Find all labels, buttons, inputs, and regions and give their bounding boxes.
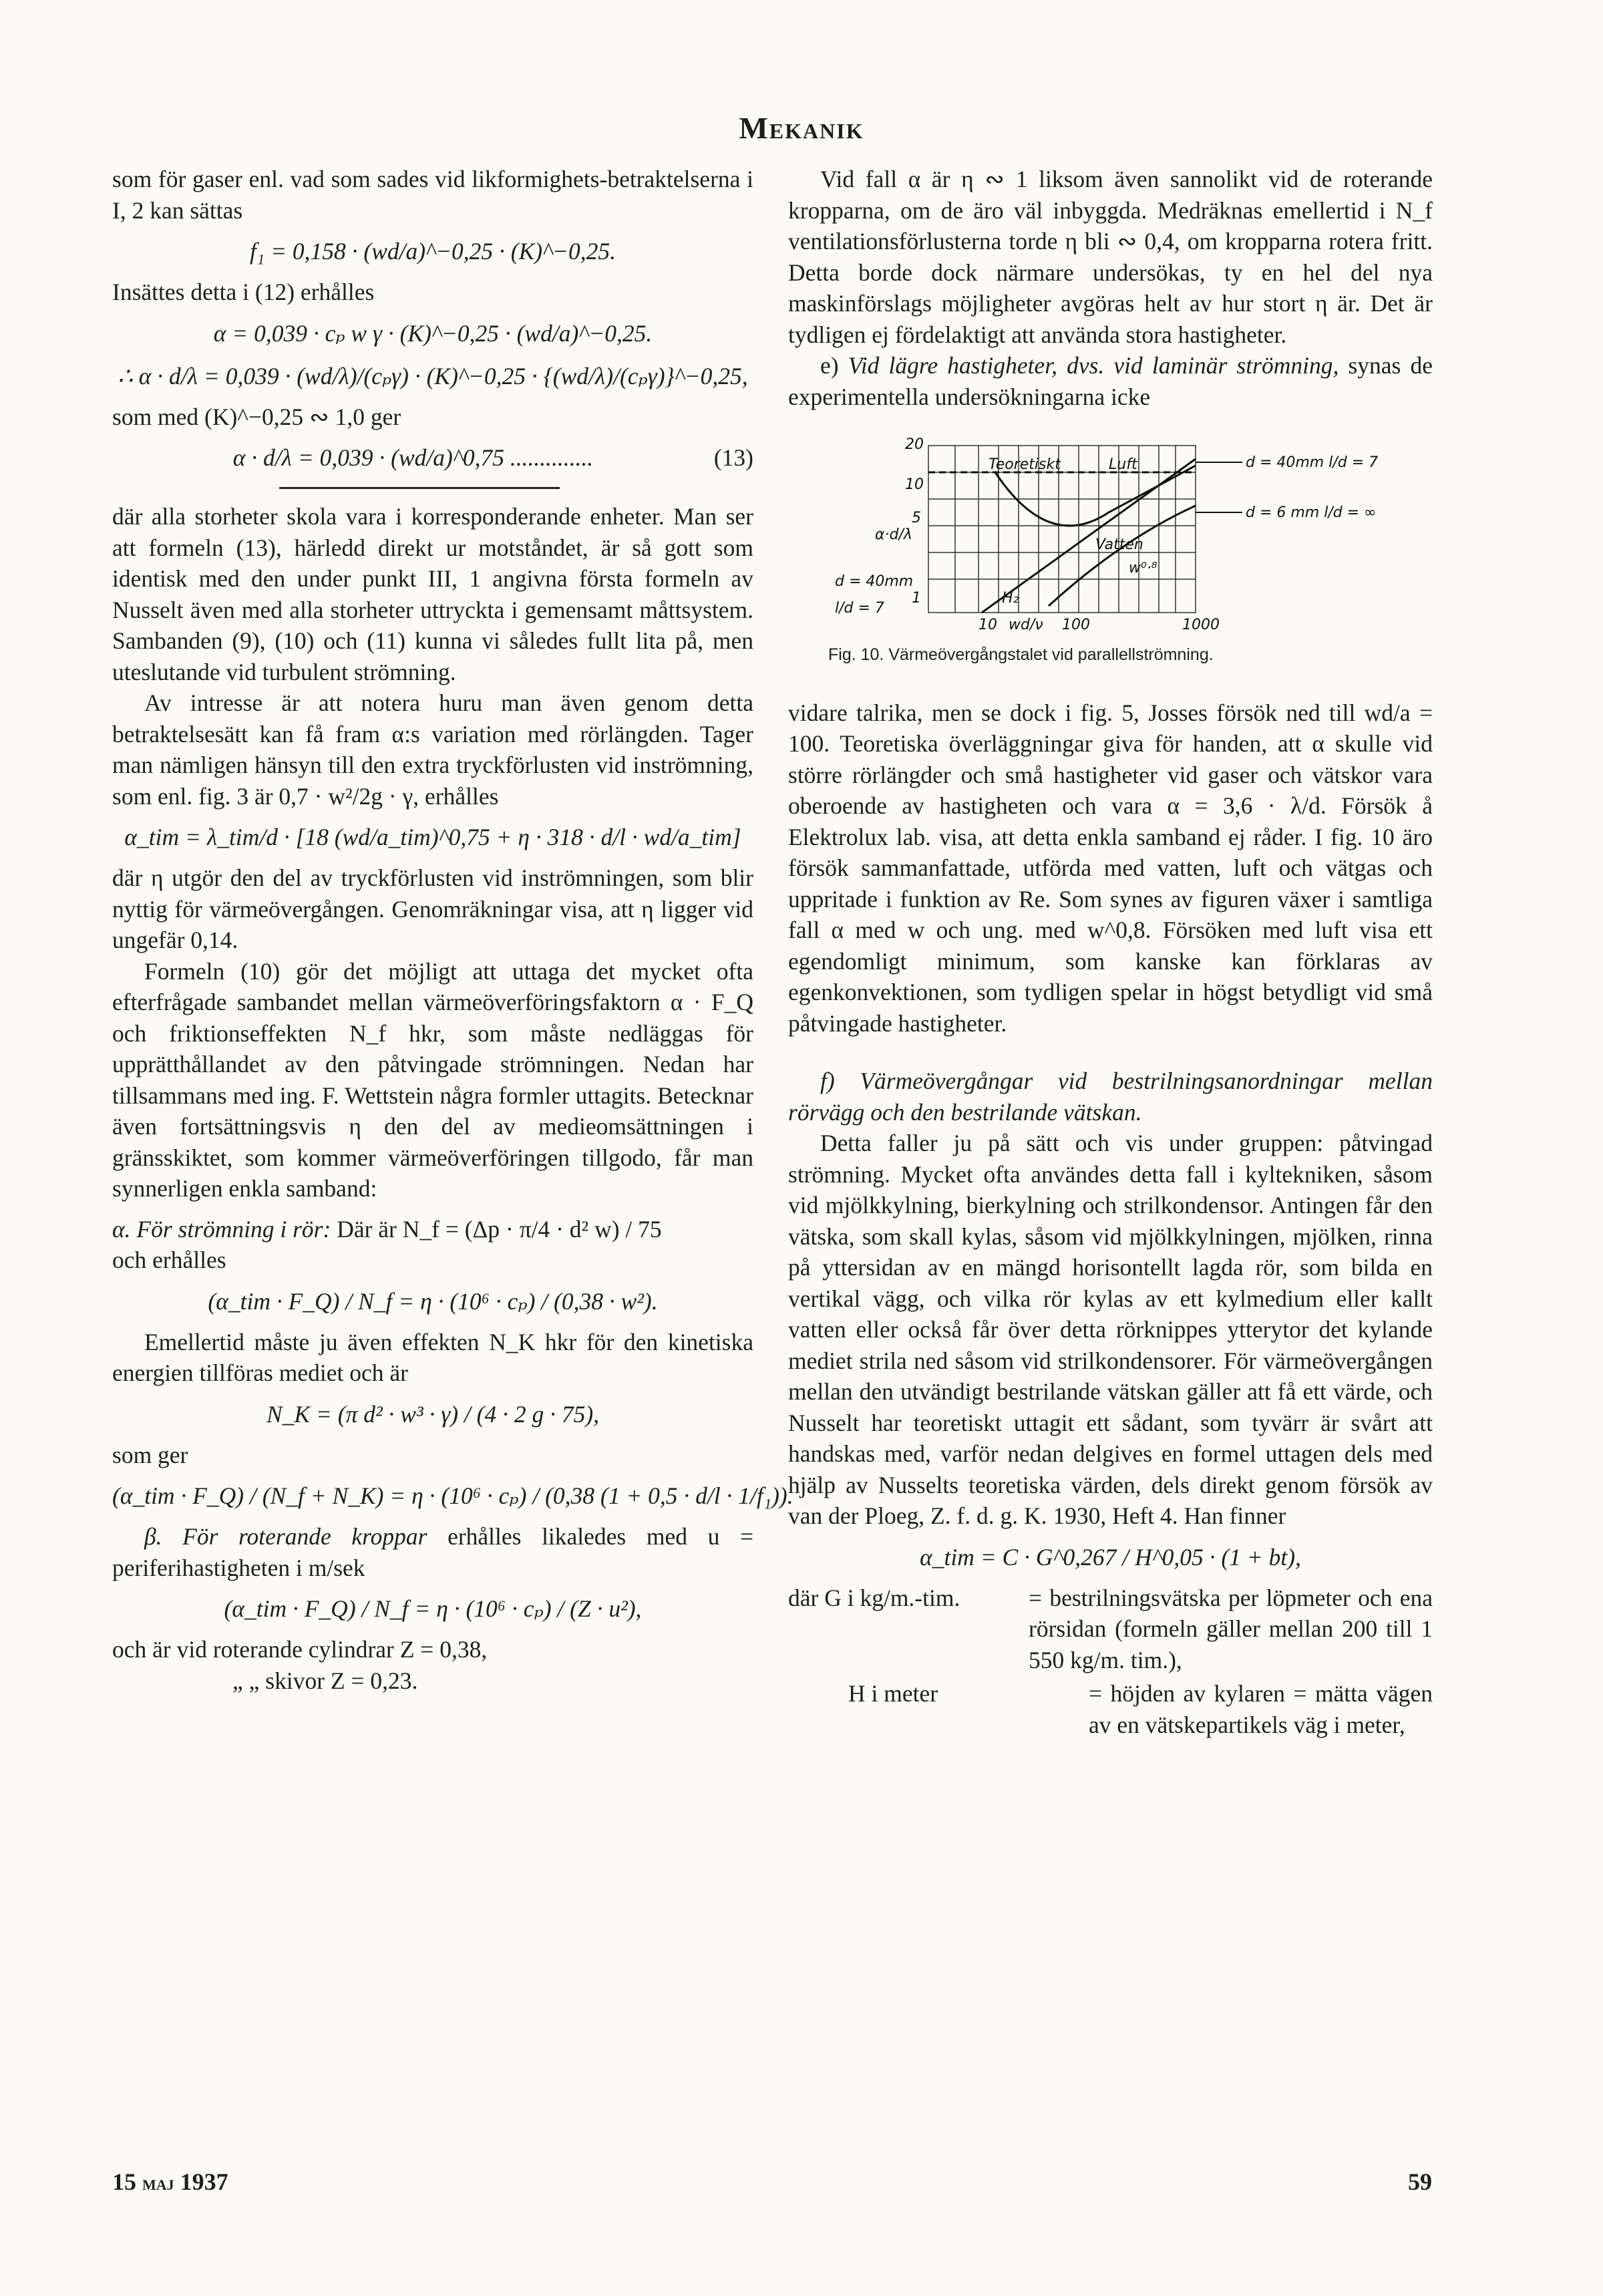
tick-y-20: 20 bbox=[905, 436, 924, 453]
tick-y-1: 1 bbox=[912, 590, 921, 607]
formula: α = 0,039 · cₚ w γ · (K)^−0,25 · (wd/a)^−0,25. bbox=[213, 319, 653, 347]
label-luft: Luft bbox=[1109, 456, 1137, 473]
paragraph: Formeln (10) gör det möjligt att uttaga det mycket ofta efterfrågade sambandet mellan värmeöverföringsfaktorn α · F_Q och friktionseffekten N_f hkr, som måste nedläggas för upprätthållandet av den påtvingade strömningen. Nedan har tillsammans med ing. F. Wettstein några formler uttagits. Betecknar även fortsättningsvis η den del av medieomsättningen i gränsskiktet, som kommer värmeöverföringen tillgodo, får man synnerligen enkla samband: bbox=[112, 957, 753, 1202]
left-column bbox=[112, 164, 793, 1696]
tick-x-100: 100 bbox=[1062, 617, 1090, 633]
section-header: Mekanik bbox=[739, 111, 864, 145]
formula: f₁ = 0,158 · (wd/a)^−0,25 · (K)^−0,25. bbox=[249, 238, 616, 265]
definition-text: = bestrilningsvätska per löpmeter och ena rörsidan (formeln gäller mellan 200 till 1 550 kg/m. tim.), bbox=[1029, 1584, 1433, 1673]
definition-text: = höjden av kylaren = mätta vägen av en vätskepartikels väg i meter, bbox=[1089, 1680, 1433, 1738]
paragraph bbox=[112, 1214, 753, 1245]
paragraph bbox=[112, 1521, 753, 1583]
tick-y-5: 5 bbox=[912, 510, 921, 526]
paragraph: och är vid roterande cylindrar Z = 0,38, bbox=[112, 1636, 488, 1663]
label-w08: w⁰·⁸ bbox=[1129, 560, 1157, 577]
inline-text: synas de experimentella undersökningarna icke bbox=[788, 352, 1433, 410]
tick-y-10: 10 bbox=[905, 476, 924, 493]
definition-row bbox=[788, 1678, 1433, 1740]
paragraph: där η utgör den del av tryckförlusten vid inströmningen, som blir nyttig för värmeövergången. Genomräkningar visa, att η ligger vid ungefär 0,14. bbox=[112, 864, 753, 953]
subheading: α. För strömning i rör: bbox=[112, 1215, 331, 1243]
paragraph: Detta faller ju på sätt och vis under gruppen: påtvingad strömning. Mycket ofta användes detta fall i kyltekniken, såsom vid mjölkkylning, bierkylning och strilkondensor. Antingen får den vätska, som skall kylas, såsom vid mjölkkylningen, mjölken, rinna på yttersidan av en mängd horisontellt lagda rör, som bilda en vertikal vägg, och vilka rör kylas av ett kylmedium eller kallt vatten eller också får över detta rörknippes ytterytor det kylande mediet strila ned såsom vid strilkondensorer. För värmeövergången mellan den utvändigt bestrilande vätskan gäller att få ett värde, och Nusselt har teoretiskt uttagit ett sådant, som tyvärr är svårt att handskas med, varför nedan delgives en formel uttagen dels med hjälp av Nusselts teoretiska värden, dels direkt genom försök av van der Ploeg, Z. f. d. g. K. 1930, Heft 4. Han finner bbox=[788, 1130, 1433, 1529]
paragraph bbox=[788, 350, 1433, 412]
plot-frame bbox=[928, 446, 1196, 613]
footer-month: maj bbox=[142, 2170, 174, 2194]
page-number: 59 bbox=[1408, 2168, 1432, 2195]
figure-10-plot bbox=[828, 432, 1403, 633]
tick-x-1000: 1000 bbox=[1182, 617, 1220, 633]
paragraph: Emellertid måste ju även effekten N_K hkr för den kinetiska energien tillföras mediet och är bbox=[112, 1328, 753, 1386]
paragraph: Insättes detta i (12) erhålles bbox=[112, 279, 375, 305]
formula: (α_tim · F_Q) / (N_f + N_K) = η · (10⁶ · cₚ) / (0,38 (1 + 0,5 · d/l · 1/f₁)). bbox=[112, 1482, 793, 1509]
formula: ∴ α · d/λ = 0,039 · (wd/λ)/(cₚγ) · (K)^−0,25 · {(wd/λ)/(cₚγ)}^−0,25, bbox=[118, 362, 748, 389]
label-ld7: l/d = 7 bbox=[835, 600, 884, 617]
paragraph: som med (K)^−0,25 ∾ 1,0 ger bbox=[112, 403, 401, 430]
formula-13 bbox=[112, 440, 753, 475]
equation-number: (13) bbox=[713, 444, 753, 471]
label-d40: d = 40mm bbox=[835, 573, 914, 590]
paragraph: som för gaser enl. vad som sades vid likformighets-betraktelserna i I, 2 kan sättas bbox=[112, 166, 753, 224]
paragraph: där alla storheter skola vara i korresponderande enheter. Man ser att formeln (13), härledd direkt ur motståndet, är så gott som identisk med den under punkt III, 1 angivna första formeln av Nusselt även med alla storheter uttryckta i gemensamt måttsystem. Sambanden (9), (10) och (11) kunna vi således fullt lita på, men uteslutande vid turbulent strömning. bbox=[112, 503, 753, 685]
formula: N_K = (π d² · w³ · γ) / (4 · 2 g · 75), bbox=[266, 1400, 600, 1428]
figure-10 bbox=[828, 432, 1403, 633]
formula: (α_tim · F_Q) / N_f = η · (10⁶ · cₚ) / (Z · u²), bbox=[224, 1595, 642, 1622]
paragraph: och erhålles bbox=[112, 1247, 226, 1273]
paragraph: „ „ skivor Z = 0,23. bbox=[232, 1667, 418, 1694]
label-h2: H₂ bbox=[1002, 590, 1019, 607]
label-vatten: Vatten bbox=[1095, 536, 1143, 553]
curve-luft bbox=[995, 466, 1196, 526]
footer-year: 1937 bbox=[180, 2168, 228, 2195]
label-teoretiskt: Teoretiskt bbox=[989, 456, 1061, 473]
subheading: Vid lägre hastigheter, dvs. vid laminär strömning, bbox=[848, 352, 1339, 379]
formula: α_tim = λ_tim/d · [18 (wd/a_tim)^0,75 + η · 318 · d/l · wd/a_tim] bbox=[124, 824, 741, 850]
subheading: β. För roterande kroppar bbox=[144, 1523, 427, 1550]
formula-text: α · d/λ = 0,039 · (wd/a)^0,75 .............. bbox=[232, 444, 594, 471]
x-axis-label: wd/ν bbox=[1009, 617, 1043, 633]
spacer bbox=[788, 1039, 1433, 1065]
definition-row bbox=[788, 1583, 1433, 1676]
paragraph: Vid fall α är η ∾ 1 liksom även sannolikt vid de roterande kropparna, om de äro väl inbyggda. Medräknas emellertid i N_f ventilationsförlusterna torde η bli ∾ 0,4, om kropparna rotera fritt. Detta borde dock närmare undersökas, ty en hel del nya maskinförslags möjligheter avgöras helt av hur stort η är. Det är tydligen ej fördelaktigt att använda stora hastigheter. bbox=[788, 166, 1433, 348]
section-label: e) bbox=[820, 352, 839, 379]
paragraph: som ger bbox=[112, 1441, 188, 1468]
divider-rule bbox=[279, 487, 560, 489]
label-d40-l7: d = 40mm l/d = 7 bbox=[1246, 454, 1379, 471]
formula: (α_tim · F_Q) / N_f = η · (10⁶ · cₚ) / (0,38 · w²). bbox=[208, 1287, 658, 1315]
label-d6: d = 6 mm l/d = ∞ bbox=[1246, 504, 1377, 521]
section-heading: f) Värmeövergångar vid bestrilningsanordningar mellan rörvägg och den bestrilande vätskan. bbox=[788, 1068, 1433, 1126]
y-axis-label: α·d/λ bbox=[875, 526, 912, 543]
curve-vatten bbox=[1049, 506, 1196, 606]
right-column bbox=[788, 164, 1433, 1743]
footer-date bbox=[112, 2168, 228, 2196]
paragraph: Av intresse är att notera huru man även genom detta betraktelsesätt kan få fram α:s variation med rörlängden. Tager man nämligen hänsyn till den extra tryckförlusten vid inströmning, som enl. fig. 3 är 0,7 · w²/2g · γ, erhålles bbox=[112, 689, 753, 810]
figure-caption: Fig. 10. Värmeövergångstalet vid parallellströmning. bbox=[828, 645, 1214, 664]
definition-term: H i meter bbox=[848, 1680, 938, 1707]
tick-x-10: 10 bbox=[978, 617, 997, 633]
formula: α_tim = C · G^0,267 / H^0,05 · (1 + bt), bbox=[920, 1543, 1301, 1571]
footer-day: 15 bbox=[112, 2168, 136, 2195]
paragraph: vidare talrika, men se dock i fig. 5, Josses försök ned till wd/a = 100. Teoretiska överläggningar giva för handen, att α skulle vid större rörlängder och små hastigheter vid gaser och vätskor vara oberoende av hastigheten och vara α = 3,6 · λ/d. Försök å Elektrolux lab. visa, att detta enkla samband ej råder. I fig. 10 äro försök sammanfattade, utförda med vatten, luft och vätgas och uppritade i funktion av Re. Som synes av figuren växer i samtliga fall α med w och ung. med w^0,8. Försöken med luft visa ett egendomligt minimum, som kanske kan förklaras av egenkonvektionen, som tydligen spelar in högst betydligt vid små påtvingade hastigheter. bbox=[788, 699, 1433, 1037]
inline-text: Där är N_f = (Δp · π/4 · d² w) / 75 bbox=[337, 1215, 662, 1243]
definition-term: där G i kg/m.-tim. bbox=[788, 1584, 960, 1611]
inline-text: erhålles likaledes med u = periferihastigheten i m/sek bbox=[112, 1523, 753, 1581]
